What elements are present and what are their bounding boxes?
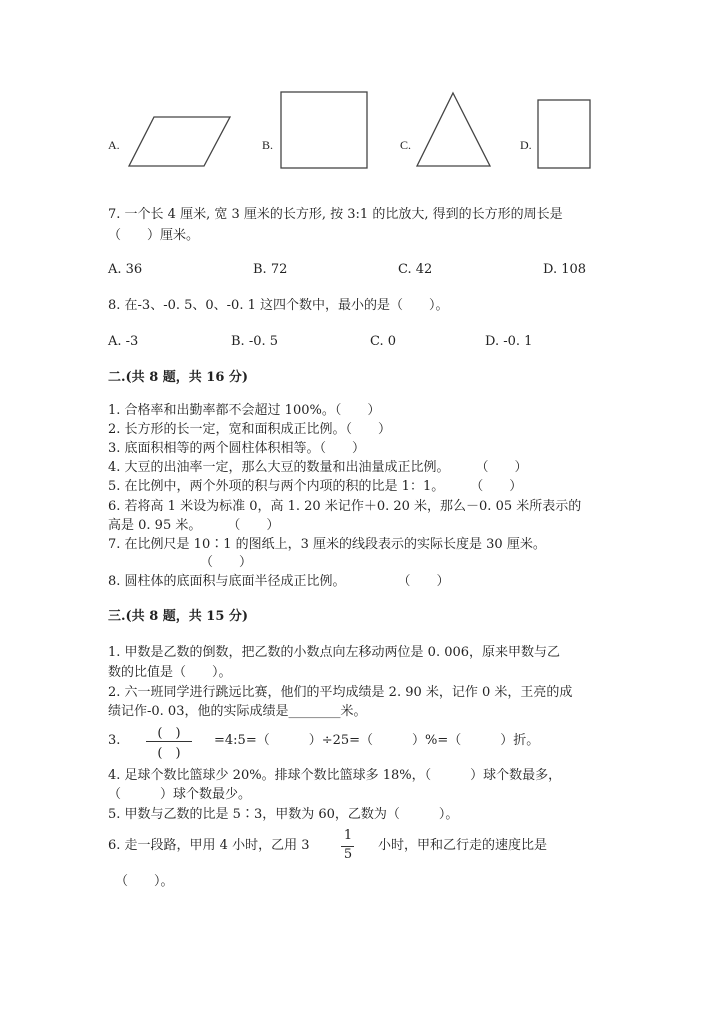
q3-fraction-denominator: ( ) xyxy=(157,746,181,761)
s3-q2-line1: 2. 六一班同学进行跳远比赛，他们的平均成绩是 2. 90 米，记作 0 米，王亮的成 xyxy=(108,685,573,700)
q6-fraction-denominator: 5 xyxy=(343,847,353,862)
q8-text: 8. 在-3、-0. 5、0、-0. 1 这四个数中，最小的是（ ）。 xyxy=(108,298,449,313)
s2-item-1: 1. 合格率和出勤率都不会超过 100%。（ ） xyxy=(108,403,381,418)
q8-option-b: B. -0. 5 xyxy=(231,334,279,349)
s2-item-2: 2. 长方形的长一定，宽和面积成正比例。（ ） xyxy=(108,422,392,437)
s2-item-7-line1: 7. 在比例尺是 10∶1 的图纸上，3 厘米的线段表示的实际长度是 30 厘米。 xyxy=(108,537,546,552)
s3-q3-rest: =4:5=（ ）÷25=（ ）%=（ ）折。 xyxy=(214,733,540,748)
square-figure xyxy=(280,91,370,171)
s2-item-8: 8. 圆柱体的底面积与底面半径成正比例。 （ ） xyxy=(108,574,450,589)
s3-q5: 5. 甲数与乙数的比是 5∶3，甲数为 60，乙数为（ ）。 xyxy=(108,807,459,822)
q7-option-d: D. 108 xyxy=(543,262,587,277)
q8-option-d: D. -0. 1 xyxy=(485,334,533,349)
q7-option-c: C. 42 xyxy=(398,262,433,277)
q7-text-line1: 7. 一个长 4 厘米, 宽 3 厘米的长方形, 按 3:1 的比放大, 得到的长方形的周长是 xyxy=(108,207,563,222)
q8-option-c: C. 0 xyxy=(370,334,397,349)
s2-item-7-line2: （ ） xyxy=(200,555,253,570)
q3-fraction-numerator: ( ) xyxy=(157,726,181,741)
s3-q6-before: 6. 走一段路，甲用 4 小时，乙用 3 xyxy=(108,838,310,853)
s3-q4-line1: 4. 足球个数比篮球少 20%。排球个数比篮球多 18%，（ ）球个数最多， xyxy=(108,768,562,783)
option-a-label: A. xyxy=(108,138,120,152)
s2-item-6-line1: 6. 若将高 1 米设为标准 0，高 1. 20 米记作＋0. 20 米，那么－0. 05 米所表示的 xyxy=(108,499,582,514)
option-c-label: C. xyxy=(400,138,412,152)
q6-fraction-numerator: 1 xyxy=(343,828,353,843)
s3-q4-line2: （ ）球个数最少。 xyxy=(108,787,252,802)
rectangle-figure xyxy=(537,99,593,171)
s2-item-3: 3. 底面积相等的两个圆柱体积相等。（ ） xyxy=(108,441,366,456)
q7-text-line2: （ ）厘米。 xyxy=(108,228,200,243)
parallelogram-figure xyxy=(126,114,234,170)
option-d-label: D. xyxy=(520,138,532,152)
option-b-label: B. xyxy=(262,138,274,152)
s3-q2-line2: 绩记作-0. 03，他的实际成绩是________米。 xyxy=(108,704,367,719)
q8-option-a: A. -3 xyxy=(108,334,139,349)
s2-item-5: 5. 在比例中，两个外项的积与两个内项的积的比是 1：1。 （ ） xyxy=(108,479,523,494)
q7-option-b: B. 72 xyxy=(253,262,288,277)
section2-heading: 二.(共 8 题，共 16 分) xyxy=(108,370,249,385)
s3-q6-line2: （ ）。 xyxy=(115,874,174,889)
s2-item-4: 4. 大豆的出油率一定，那么大豆的数量和出油量成正比例。 （ ） xyxy=(108,460,528,475)
s3-q1-line2: 数的比值是（ ）。 xyxy=(108,665,232,680)
s3-q6-after: 小时，甲和乙行走的速度比是 xyxy=(378,838,548,853)
s3-q1-line1: 1. 甲数是乙数的倒数，把乙数的小数点向左移动两位是 0. 006，原来甲数与乙 xyxy=(108,645,561,660)
s2-item-6-line2: 高是 0. 95 米。 （ ） xyxy=(108,518,280,533)
triangle-figure xyxy=(414,90,494,170)
q7-option-a: A. 36 xyxy=(108,262,143,277)
s3-q3-number: 3. xyxy=(108,733,121,748)
section3-heading: 三.(共 8 题，共 15 分) xyxy=(108,609,249,624)
